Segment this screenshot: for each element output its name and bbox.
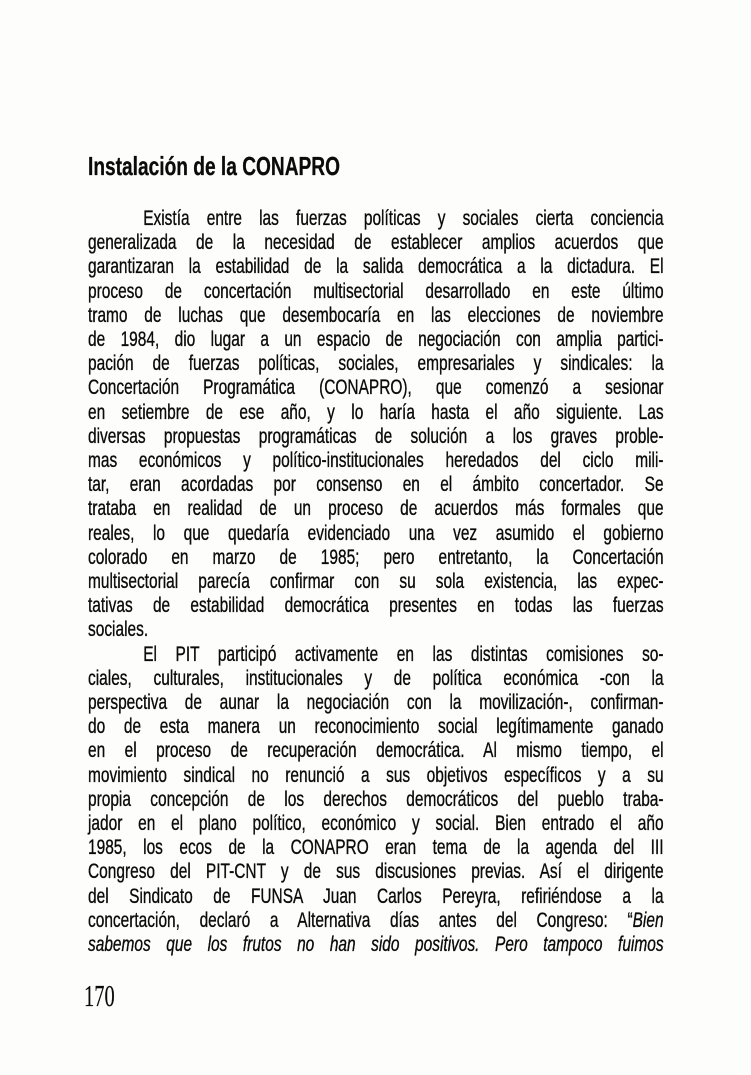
regular-text: multisectorial parecía confirmar con su sola existencia, las expec- xyxy=(88,570,664,594)
regular-text: colorado en marzo de 1985; pero entretanto, la Concertación xyxy=(88,545,664,569)
text-line xyxy=(88,231,664,255)
regular-text: del Sindicato de FUNSA Juan Carlos Pereyra, refiriéndose a la xyxy=(88,884,664,908)
regular-text: propia concepción de los derechos democráticos del pueblo traba- xyxy=(88,787,664,811)
text-line xyxy=(88,376,664,400)
text-line xyxy=(88,885,664,909)
text-line xyxy=(88,304,664,328)
text-line xyxy=(88,570,664,594)
text-line xyxy=(88,280,664,304)
regular-text: concertación, declaró a Alternativa días antes del Congreso: “ xyxy=(88,908,633,932)
regular-text: generalizada de la necesidad de establecer amplios acuerdos que xyxy=(88,231,664,255)
regular-text: garantizaran la estabilidad de la salida democrática a la dictadura. El xyxy=(88,255,664,279)
text-line xyxy=(88,933,664,957)
text-line xyxy=(88,207,664,231)
text-line xyxy=(88,788,664,812)
regular-text: tativas de estabilidad democrática presentes en todas las fuerzas xyxy=(88,594,664,618)
text-block xyxy=(88,0,664,957)
text-line xyxy=(88,449,664,473)
text-line xyxy=(88,836,664,860)
regular-text: Concertación Programática (CONAPRO), que comenzó a sesionar xyxy=(88,376,664,400)
text-line xyxy=(88,473,664,497)
regular-text: sociales. xyxy=(88,618,149,642)
regular-text: en setiembre de ese año, y lo haría hasta el año siguiente. Las xyxy=(88,400,664,424)
text-line xyxy=(88,401,664,425)
regular-text: de 1984, dio lugar a un espacio de negociación con amplia partici- xyxy=(88,328,664,352)
text-line xyxy=(88,739,664,763)
text-line xyxy=(88,860,664,884)
text-line xyxy=(88,255,664,279)
regular-text: 1985, los ecos de la CONAPRO eran tema de la agenda del III xyxy=(88,836,664,860)
regular-text: diversas propuestas programáticas de solución a los graves proble- xyxy=(88,424,664,448)
regular-text: Congreso del PIT-CNT y de sus discusiones previas. Así el dirigente xyxy=(88,860,664,884)
text-line xyxy=(88,691,664,715)
text-line xyxy=(88,425,664,449)
text-line xyxy=(88,618,664,642)
text-line xyxy=(88,352,664,376)
regular-text: movimiento sindical no renunció a sus objetivos específicos y a su xyxy=(88,763,664,787)
text-line xyxy=(88,764,664,788)
text-line xyxy=(88,497,664,521)
body-text xyxy=(88,207,664,957)
regular-text: El PIT participó activamente en las distintas comisiones so- xyxy=(143,642,664,666)
regular-text: en el proceso de recuperación democrática. Al mismo tiempo, el xyxy=(88,739,664,763)
regular-text: pación de fuerzas políticas, sociales, empresariales y sindicales: la xyxy=(88,352,664,376)
page-number: 170 xyxy=(84,978,115,1013)
regular-text: mas económicos y político-institucionales heredados del ciclo mili- xyxy=(88,449,664,473)
text-line xyxy=(88,812,664,836)
text-line xyxy=(88,522,664,546)
regular-text: jador en el plano político, económico y social. Bien entrado el año xyxy=(88,812,664,836)
italic-text: Bien xyxy=(632,908,664,932)
italic-text: sabemos que los frutos no han sido positivos. Pero tampoco fuimos xyxy=(88,933,664,957)
regular-text: tar, eran acordadas por consenso en el ámbito concertador. Se xyxy=(88,473,664,497)
text-line xyxy=(88,667,664,691)
text-line xyxy=(88,909,664,933)
regular-text: proceso de concertación multisectorial desarrollado en este último xyxy=(88,279,664,303)
text-line xyxy=(88,594,664,618)
text-line xyxy=(88,715,664,739)
regular-text: Existía entre las fuerzas políticas y sociales cierta conciencia xyxy=(143,207,664,230)
regular-text: trataba en realidad de un proceso de acuerdos más formales que xyxy=(88,497,664,521)
section-title: Instalación de la CONAPRO xyxy=(88,151,341,181)
regular-text: tramo de luchas que desembocaría en las elecciones de noviembre xyxy=(88,303,664,327)
text-line xyxy=(88,328,664,352)
regular-text: ciales, culturales, institucionales y de política económica -con la xyxy=(88,666,664,690)
regular-text: perspectiva de aunar la negociación con la movilización-, confirman- xyxy=(88,691,664,715)
text-line xyxy=(88,643,664,667)
text-line xyxy=(88,546,664,570)
regular-text: reales, lo que quedaría evidenciado una vez asumido el gobierno xyxy=(88,521,664,545)
regular-text: do de esta manera un reconocimiento social legítimamente ganado xyxy=(88,715,664,739)
